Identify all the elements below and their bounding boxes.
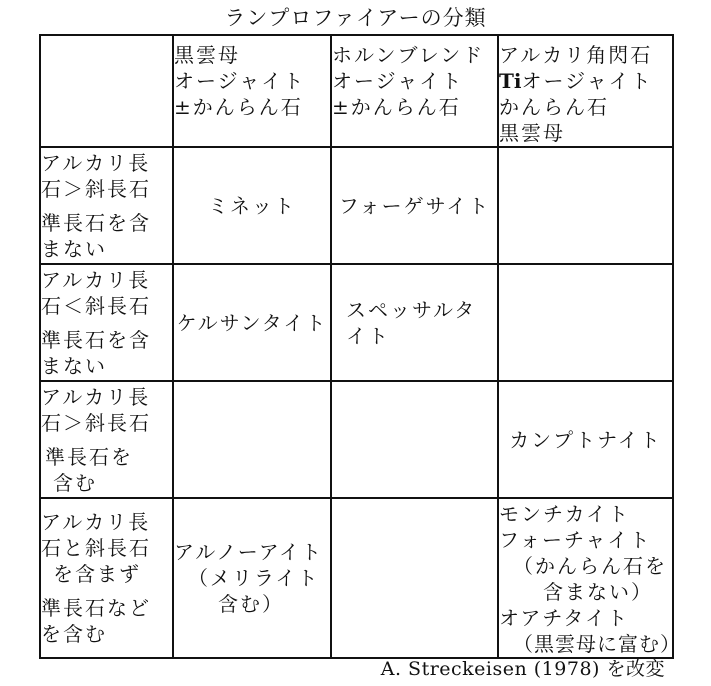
header-ti-prefix: Ti	[499, 69, 522, 93]
cell-minette	[173, 147, 331, 264]
row-label-gap	[41, 587, 172, 595]
row-label-line: まない	[41, 236, 107, 261]
rock-name: ミネット	[208, 193, 296, 218]
cell-empty	[498, 264, 673, 381]
header-hornblende-augite	[331, 35, 498, 147]
row-label-line: 石＞斜長石	[41, 410, 151, 435]
row-label	[40, 264, 173, 381]
header-line: 黒雲母	[174, 43, 240, 67]
cell-empty	[331, 381, 498, 498]
rock-note: （黒雲母に富む）	[513, 632, 681, 656]
row-alkali-gt-plag-with-feldspathoid	[40, 381, 673, 498]
row-label-line: 準長石など	[41, 596, 151, 620]
header-line: オージャイト	[332, 69, 464, 93]
rock-name: フォーチャイト	[499, 528, 652, 552]
lamprophyre-classification-table	[39, 34, 681, 659]
row-no-feldspar-with-feldspathoid	[40, 498, 673, 658]
row-label-line: まない	[41, 353, 107, 378]
cell-empty	[331, 498, 498, 658]
row-label	[40, 381, 173, 498]
row-alkali-gt-plag-no-feldspathoid	[40, 147, 673, 264]
header-line: ±かんらん石	[174, 95, 303, 119]
row-label-gap	[41, 436, 172, 444]
rock-name: モンチカイト	[499, 502, 630, 526]
header-line: かんらん石	[499, 95, 609, 119]
header-line: 黒雲母	[499, 121, 565, 145]
cell-alnoite	[173, 498, 331, 658]
row-label-gap	[41, 202, 172, 210]
row-label-line: を含まず	[53, 562, 141, 586]
row-label-line: アルカリ長	[41, 384, 151, 409]
rock-note: （かんらん石を	[513, 554, 667, 578]
header-line	[499, 68, 672, 94]
row-label	[40, 147, 173, 264]
row-label	[40, 498, 173, 658]
table-title: ランプロファイアーの分類	[224, 6, 487, 30]
header-line: オージャイト	[174, 69, 306, 93]
rock-name: スペッサルタ	[346, 297, 477, 322]
rock-note: （メリライト	[188, 566, 320, 590]
header-line: アルカリ角閃石	[499, 43, 653, 67]
row-label-line: 準長石を含	[41, 210, 151, 235]
header-line: ±かんらん石	[332, 95, 461, 119]
cell-vogesite	[331, 147, 498, 264]
header-row	[40, 35, 673, 147]
rock-name: カンプトナイト	[509, 427, 662, 452]
row-label-line: 石＜斜長石	[41, 293, 151, 318]
header-alkali-amphibole	[498, 35, 673, 147]
cell-monchiquite-group	[498, 498, 681, 658]
header-line-rest: オージャイト	[521, 69, 653, 93]
rock-name: オアチタイト	[499, 606, 629, 630]
row-label-line: 含む	[53, 470, 97, 495]
row-label-line: アルカリ長	[41, 267, 151, 292]
row-alkali-lt-plag-no-feldspathoid	[40, 264, 673, 381]
row-label-gap	[41, 319, 172, 327]
rock-name: アルノーアイト	[174, 540, 323, 564]
row-label-line: 石と斜長石	[41, 536, 151, 560]
row-label-line: 石＞斜長石	[41, 176, 151, 201]
rock-name: ケルサンタイト	[176, 310, 328, 335]
header-biotite-augite	[173, 35, 331, 147]
row-label-line: アルカリ長	[41, 150, 151, 175]
rock-name: イト	[346, 323, 390, 348]
cell-kersantite	[173, 264, 331, 381]
cell-camptonite	[498, 381, 673, 498]
row-label-line: を含む	[41, 622, 107, 646]
source-credit: A. Streckeisen (1978) を改変	[380, 658, 665, 680]
rock-note: 含まない）	[543, 580, 653, 604]
cell-empty	[173, 381, 331, 498]
rock-note: 含む）	[218, 592, 284, 616]
row-label-line: アルカリ長	[41, 510, 151, 534]
cell-empty	[498, 147, 673, 264]
row-label-line: 準長石を含	[41, 327, 151, 352]
rock-name: フォーゲサイト	[338, 193, 491, 218]
corner-cell	[40, 35, 173, 147]
row-label-line: 準長石を	[45, 444, 133, 469]
cell-spessartite	[331, 264, 498, 381]
header-line: ホルンブレンド	[332, 43, 485, 67]
